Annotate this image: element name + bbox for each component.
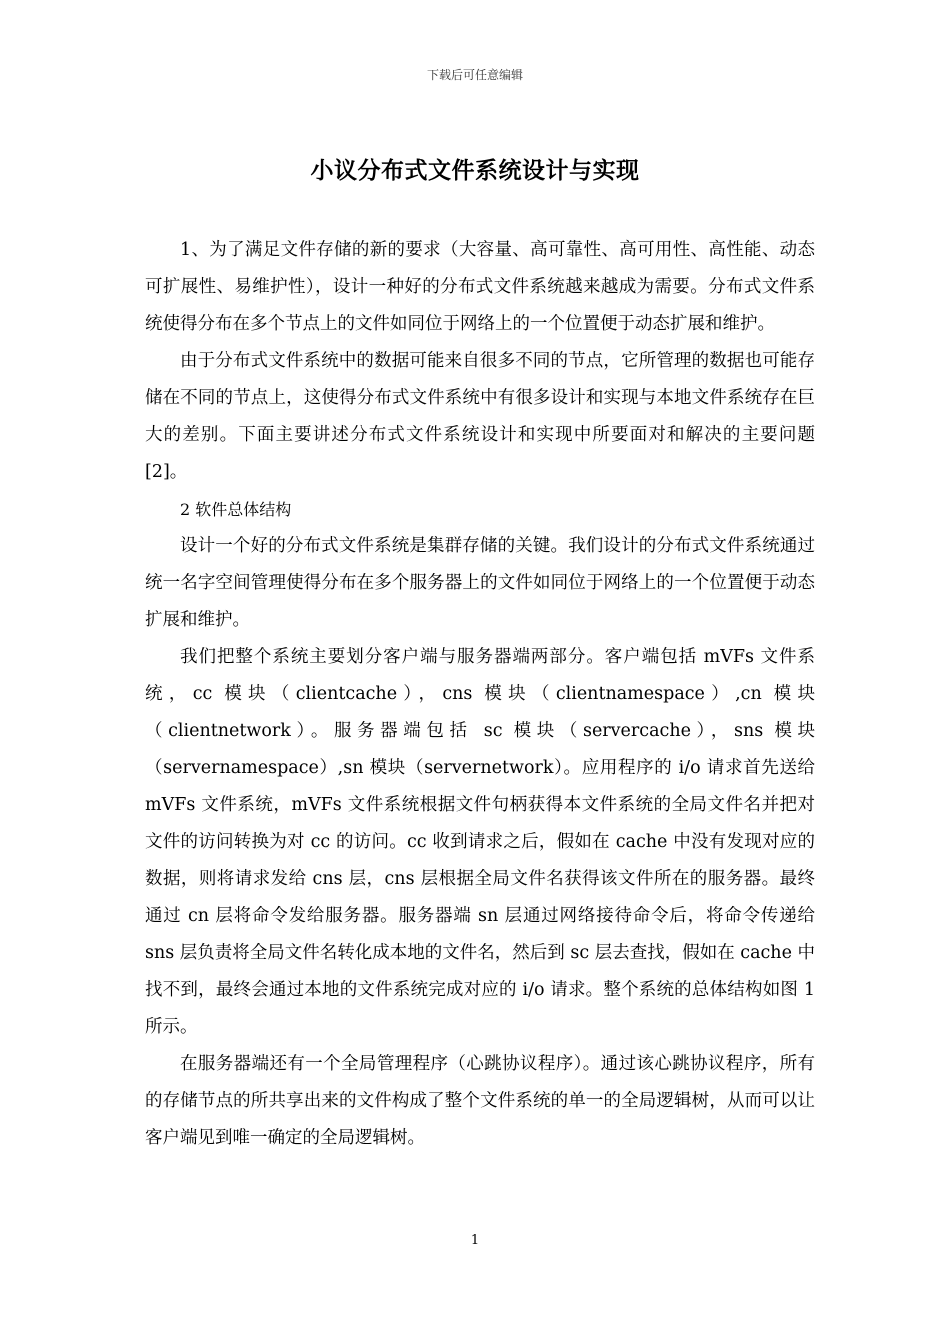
- page-header: 下载后可任意编辑: [426, 68, 523, 82]
- document-body: [145, 232, 815, 1157]
- page-number: 1: [470, 1233, 480, 1248]
- paragraph: 设计一个好的分布式文件系统是集群存储的关键。我们设计的分布式文件系统通过统一名字空间管理使得分布在多个服务器上的文件如同位于网络上的一个位置便于动态扩展和维护。: [145, 536, 815, 630]
- paragraph: 由于分布式文件系统中的数据可能来自很多不同的节点，它所管理的数据也可能存储在不同的节点上，这使得分布式文件系统中有很多设计和实现与本地文件系统存在巨大的差别。下面主要讲述分布式文件系统设计和实现中所要面对和解决的主要问题[2]。: [145, 351, 815, 482]
- section-heading: 2 软件总体结构: [180, 500, 292, 519]
- paragraph: 我们把整个系统主要划分客户端与服务器端两部分。客户端包括 mVFs 文件系统，cc 模块（clientcache），cns 模块（clientnamespace）,cn 模块（clientnetwork）。服务器端包括 sc 模块（servercache），sns 模块（servernamespace）,sn 模块（servernetwork）。应用程序的 i/o 请求首先送给 mVFs 文件系统，mVFs 文件系统根据文件句柄获得本文件系统的全局文件名并把对文件的访问转换为对 cc 的访问。cc 收到请求之后，假如在 cache 中没有发现对应的数据，则将请求发给 cns 层，cns 层根据全局文件名获得该文件所在的服务器。最终通过 cn 层将命令发给服务器。服务器端 sn 层通过网络接待命令后，将命令传递给 sns 层负责将全局文件名转化成本地的文件名，然后到 sc 层去查找，假如在 cache 中找不到，最终会通过本地的文件系统完成对应的 i/o 请求。整个系统的总体结构如图 1 所示。: [145, 647, 815, 1037]
- document-title: 小议分布式文件系统设计与实现: [310, 157, 640, 184]
- paragraph: 1、为了满足文件存储的新的要求（大容量、高可靠性、高可用性、高性能、动态可扩展性、易维护性），设计一种好的分布式文件系统越来越成为需要。分布式文件系统使得分布在多个节点上的文件如同位于网络上的一个位置便于动态扩展和维护。: [145, 240, 815, 334]
- paragraph: 在服务器端还有一个全局管理程序（心跳协议程序）。通过该心跳协议程序，所有的存储节点的所共享出来的文件构成了整个文件系统的单一的全局逻辑树，从而可以让客户端见到唯一确定的全局逻辑树。: [145, 1054, 815, 1148]
